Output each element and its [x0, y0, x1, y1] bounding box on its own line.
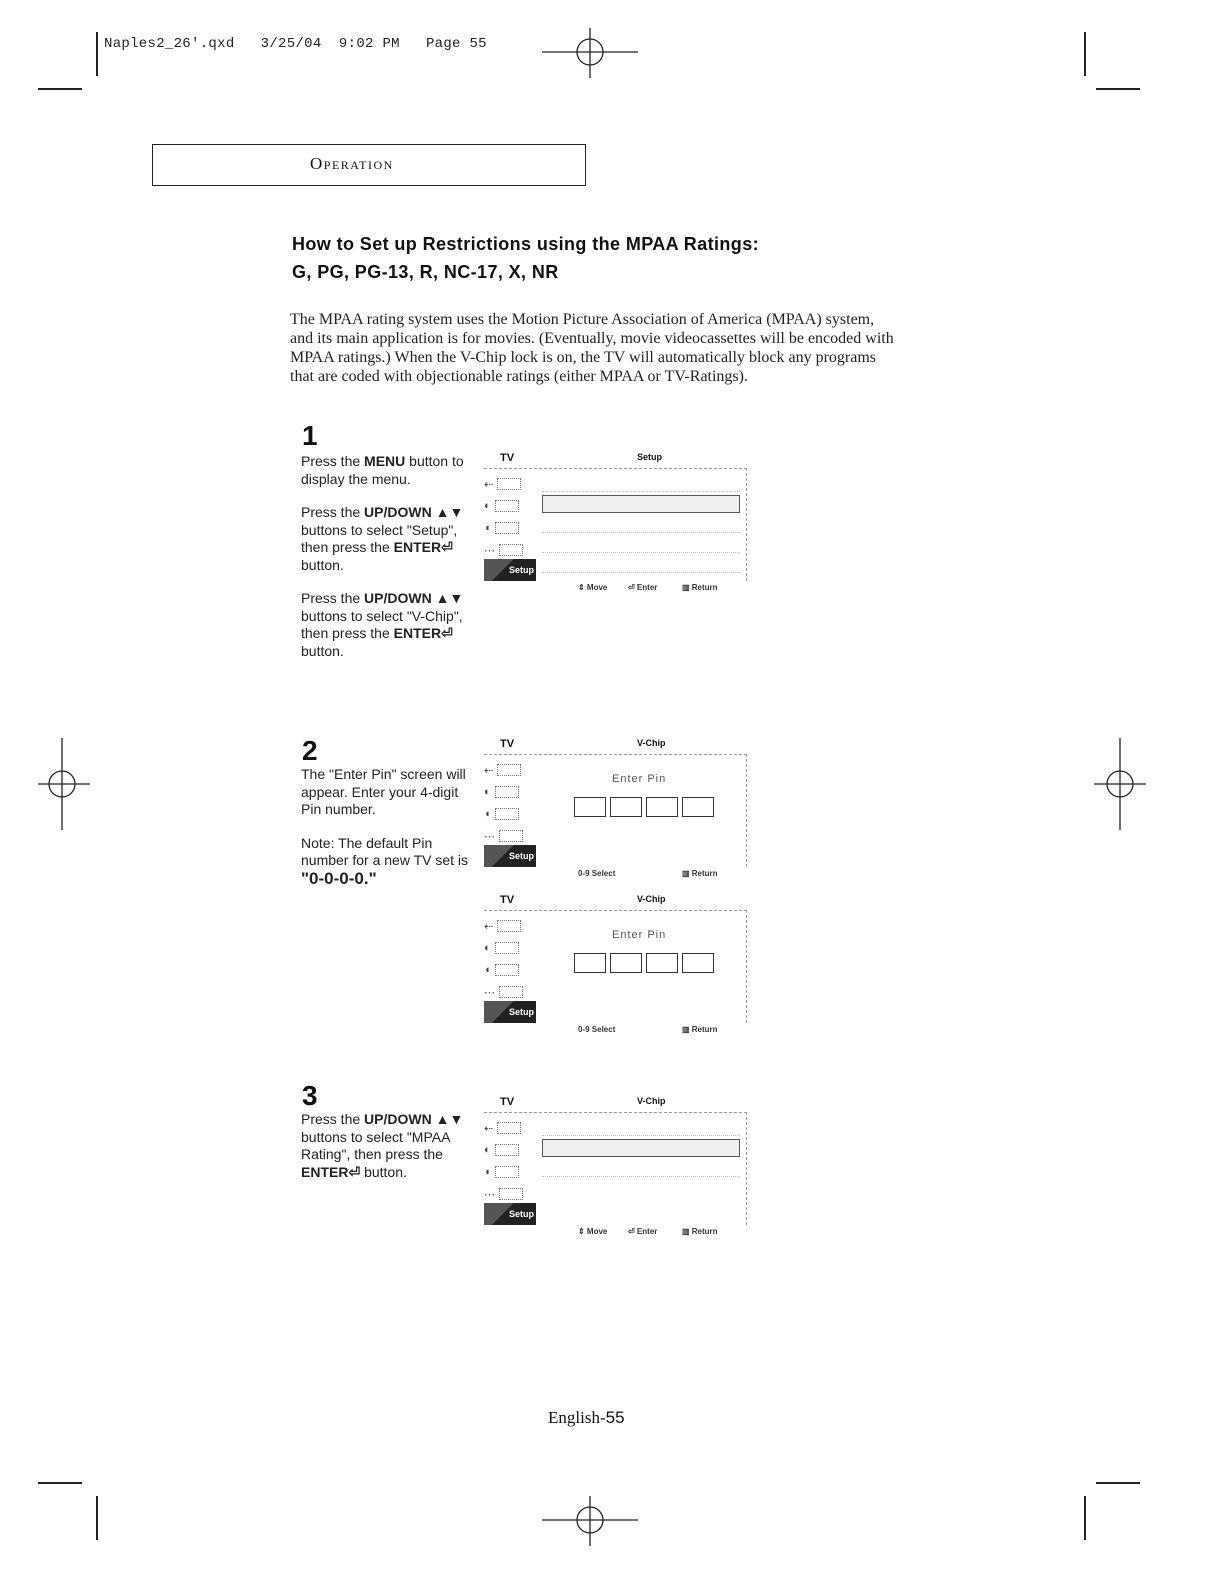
- footer-enter: ⏎ Enter: [628, 1227, 658, 1236]
- step-key: UP/DOWN ▲▼: [364, 1111, 464, 1127]
- menu-line: [542, 475, 740, 492]
- pin-entry: [574, 797, 714, 817]
- step-text: buttons to select "MPAA Rating", then press the: [301, 1128, 450, 1162]
- pin-digit-box: [574, 953, 606, 973]
- step-text: Press the: [301, 504, 365, 520]
- footer-move: ⇕ Move: [578, 1227, 608, 1236]
- section-title: Operation: [310, 154, 394, 173]
- menu-line: [542, 516, 740, 533]
- intro-paragraph: [290, 310, 1030, 386]
- page-number: [548, 1408, 625, 1428]
- step-text: Press the: [301, 590, 365, 606]
- intro-line: that are coded with objectionable ratings (either MPAA or TV-Ratings).: [290, 368, 748, 385]
- default-pin: "0-0-0-0.": [301, 868, 377, 888]
- crop-mark: [1096, 1482, 1140, 1484]
- sound-icon: ◐: [484, 781, 536, 803]
- picture-icon: ⇠: [484, 473, 536, 495]
- pin-digit-box: [646, 797, 678, 817]
- footer-return: ▥ Return: [682, 583, 718, 592]
- step-number: 2: [302, 735, 318, 766]
- step-text: Press the: [301, 1111, 365, 1127]
- pin-digit-box: [574, 797, 606, 817]
- channel-icon: ⋯: [484, 825, 536, 847]
- page-footer-label: English-: [548, 1408, 606, 1427]
- step-text: buttons to select "Setup", then press the: [301, 521, 458, 555]
- step-key: ENTER⏎: [301, 1163, 361, 1180]
- footer-move: ⇕ Move: [578, 583, 608, 592]
- menu-line: [542, 536, 740, 553]
- screen-tv-label: TV: [500, 894, 515, 906]
- intro-line: The MPAA rating system uses the Motion Picture Association of America (MPAA) system,: [290, 311, 875, 328]
- pin-digit-box: [682, 797, 714, 817]
- step-text: Press the: [301, 453, 365, 469]
- step-3-instructions: [301, 1111, 476, 1197]
- crop-mark: [1084, 1496, 1086, 1540]
- channel-icon: ⋯: [484, 539, 536, 561]
- step-1-instructions: [301, 453, 476, 676]
- intro-line: MPAA ratings.) When the V-Chip lock is on, the TV will automatically block any programs: [290, 349, 877, 366]
- menu-line: [542, 1119, 740, 1136]
- step-text: button.: [360, 1163, 407, 1180]
- crop-mark: [1084, 32, 1086, 76]
- step-text: buttons to select "V-Chip", then press the: [301, 607, 463, 641]
- step-key: MENU: [364, 453, 406, 469]
- sound-icon: ◐: [484, 1139, 536, 1161]
- screen-title: V-Chip: [637, 1096, 666, 1106]
- menu-line: [542, 1160, 740, 1177]
- pin-entry: [574, 953, 714, 973]
- screen-title: V-Chip: [637, 894, 666, 904]
- crop-mark: [96, 1496, 98, 1540]
- setup-tile: Setup: [484, 1001, 536, 1023]
- step-number: 1: [302, 420, 318, 451]
- step-key: UP/DOWN ▲▼: [364, 590, 464, 606]
- screen-title: V-Chip: [637, 738, 666, 748]
- step-paragraph: [301, 504, 476, 574]
- pin-digit-box: [610, 797, 642, 817]
- menu-line-highlighted: [542, 1139, 740, 1157]
- page-heading: How to Set up Restrictions using the MPAA Ratings:: [292, 234, 760, 254]
- registration-mark-icon: [36, 736, 92, 832]
- crop-mark: [1096, 88, 1140, 90]
- menu-line-highlighted: [542, 495, 740, 513]
- channel-icon: ⋯: [484, 1183, 536, 1205]
- screen-tv-label: TV: [500, 1096, 515, 1108]
- pin-digit-box: [682, 953, 714, 973]
- tv-screen-vchip-menu: [482, 1096, 747, 1239]
- screen-tv-label: TV: [500, 452, 515, 464]
- step-key: ENTER⏎: [393, 539, 453, 555]
- speaker-icon: ◖: [484, 1161, 536, 1183]
- registration-mark-icon: [1092, 736, 1148, 832]
- footer-return: ▥ Return: [682, 1227, 718, 1236]
- registration-mark-icon: [540, 26, 640, 82]
- menu-line: [542, 556, 740, 573]
- footer-return: ▥ Return: [682, 869, 718, 878]
- setup-tile: Setup: [484, 1203, 536, 1225]
- step-paragraph: [301, 453, 476, 488]
- step-key: UP/DOWN ▲▼: [364, 504, 464, 520]
- pin-label: Enter Pin: [612, 773, 667, 785]
- page-footer-number: 55: [605, 1408, 625, 1427]
- step-paragraph: [301, 1111, 476, 1181]
- tv-screen-enter-pin: [482, 738, 747, 881]
- step-text: Note: The default Pin number for a new TV set is: [301, 834, 469, 868]
- registration-mark-icon: [540, 1494, 640, 1550]
- footer-enter: ⏎ Enter: [628, 583, 658, 592]
- tv-screen-setup: [482, 452, 747, 595]
- pin-digit-box: [646, 953, 678, 973]
- pin-label: Enter Pin: [612, 929, 667, 941]
- step-number: 3: [302, 1080, 318, 1111]
- intro-line: and its main application is for movies. (Eventually, movie videocassettes will be encoded with: [290, 330, 894, 347]
- sound-icon: ◐: [484, 495, 536, 517]
- step-text: button.: [301, 642, 344, 659]
- setup-tile: Setup: [484, 845, 536, 867]
- print-header: Naples2_26'.qxd 3/25/04 9:02 PM Page 55: [104, 36, 487, 52]
- speaker-icon: ◖: [484, 959, 536, 981]
- pin-digit-box: [610, 953, 642, 973]
- footer-select: 0-9 Select: [578, 1025, 616, 1034]
- crop-mark: [96, 32, 98, 76]
- screen-title: Setup: [637, 452, 663, 462]
- setup-tile: Setup: [484, 559, 536, 581]
- screen-tv-label: TV: [500, 738, 515, 750]
- crop-mark: [38, 1482, 82, 1484]
- picture-icon: ⇠: [484, 1117, 536, 1139]
- speaker-icon: ◖: [484, 803, 536, 825]
- step-text: button.: [301, 556, 344, 573]
- picture-icon: ⇠: [484, 759, 536, 781]
- footer-return: ▥ Return: [682, 1025, 718, 1034]
- speaker-icon: ◖: [484, 517, 536, 539]
- crop-mark: [38, 88, 82, 90]
- channel-icon: ⋯: [484, 981, 536, 1003]
- footer-select: 0-9 Select: [578, 869, 616, 878]
- tv-screen-enter-pin-filled: [482, 894, 747, 1037]
- step-paragraph: [301, 835, 476, 889]
- picture-icon: ⇠: [484, 915, 536, 937]
- step-key: ENTER⏎: [393, 625, 453, 641]
- sound-icon: ◐: [484, 937, 536, 959]
- step-paragraph: The "Enter Pin" screen will appear. Enter your 4-digit Pin number.: [301, 766, 466, 817]
- step-text: button to display the menu.: [301, 453, 464, 487]
- page-subheading: G, PG, PG-13, R, NC-17, X, NR: [292, 262, 559, 282]
- step-paragraph: [301, 590, 476, 660]
- step-2-instructions: [301, 766, 476, 904]
